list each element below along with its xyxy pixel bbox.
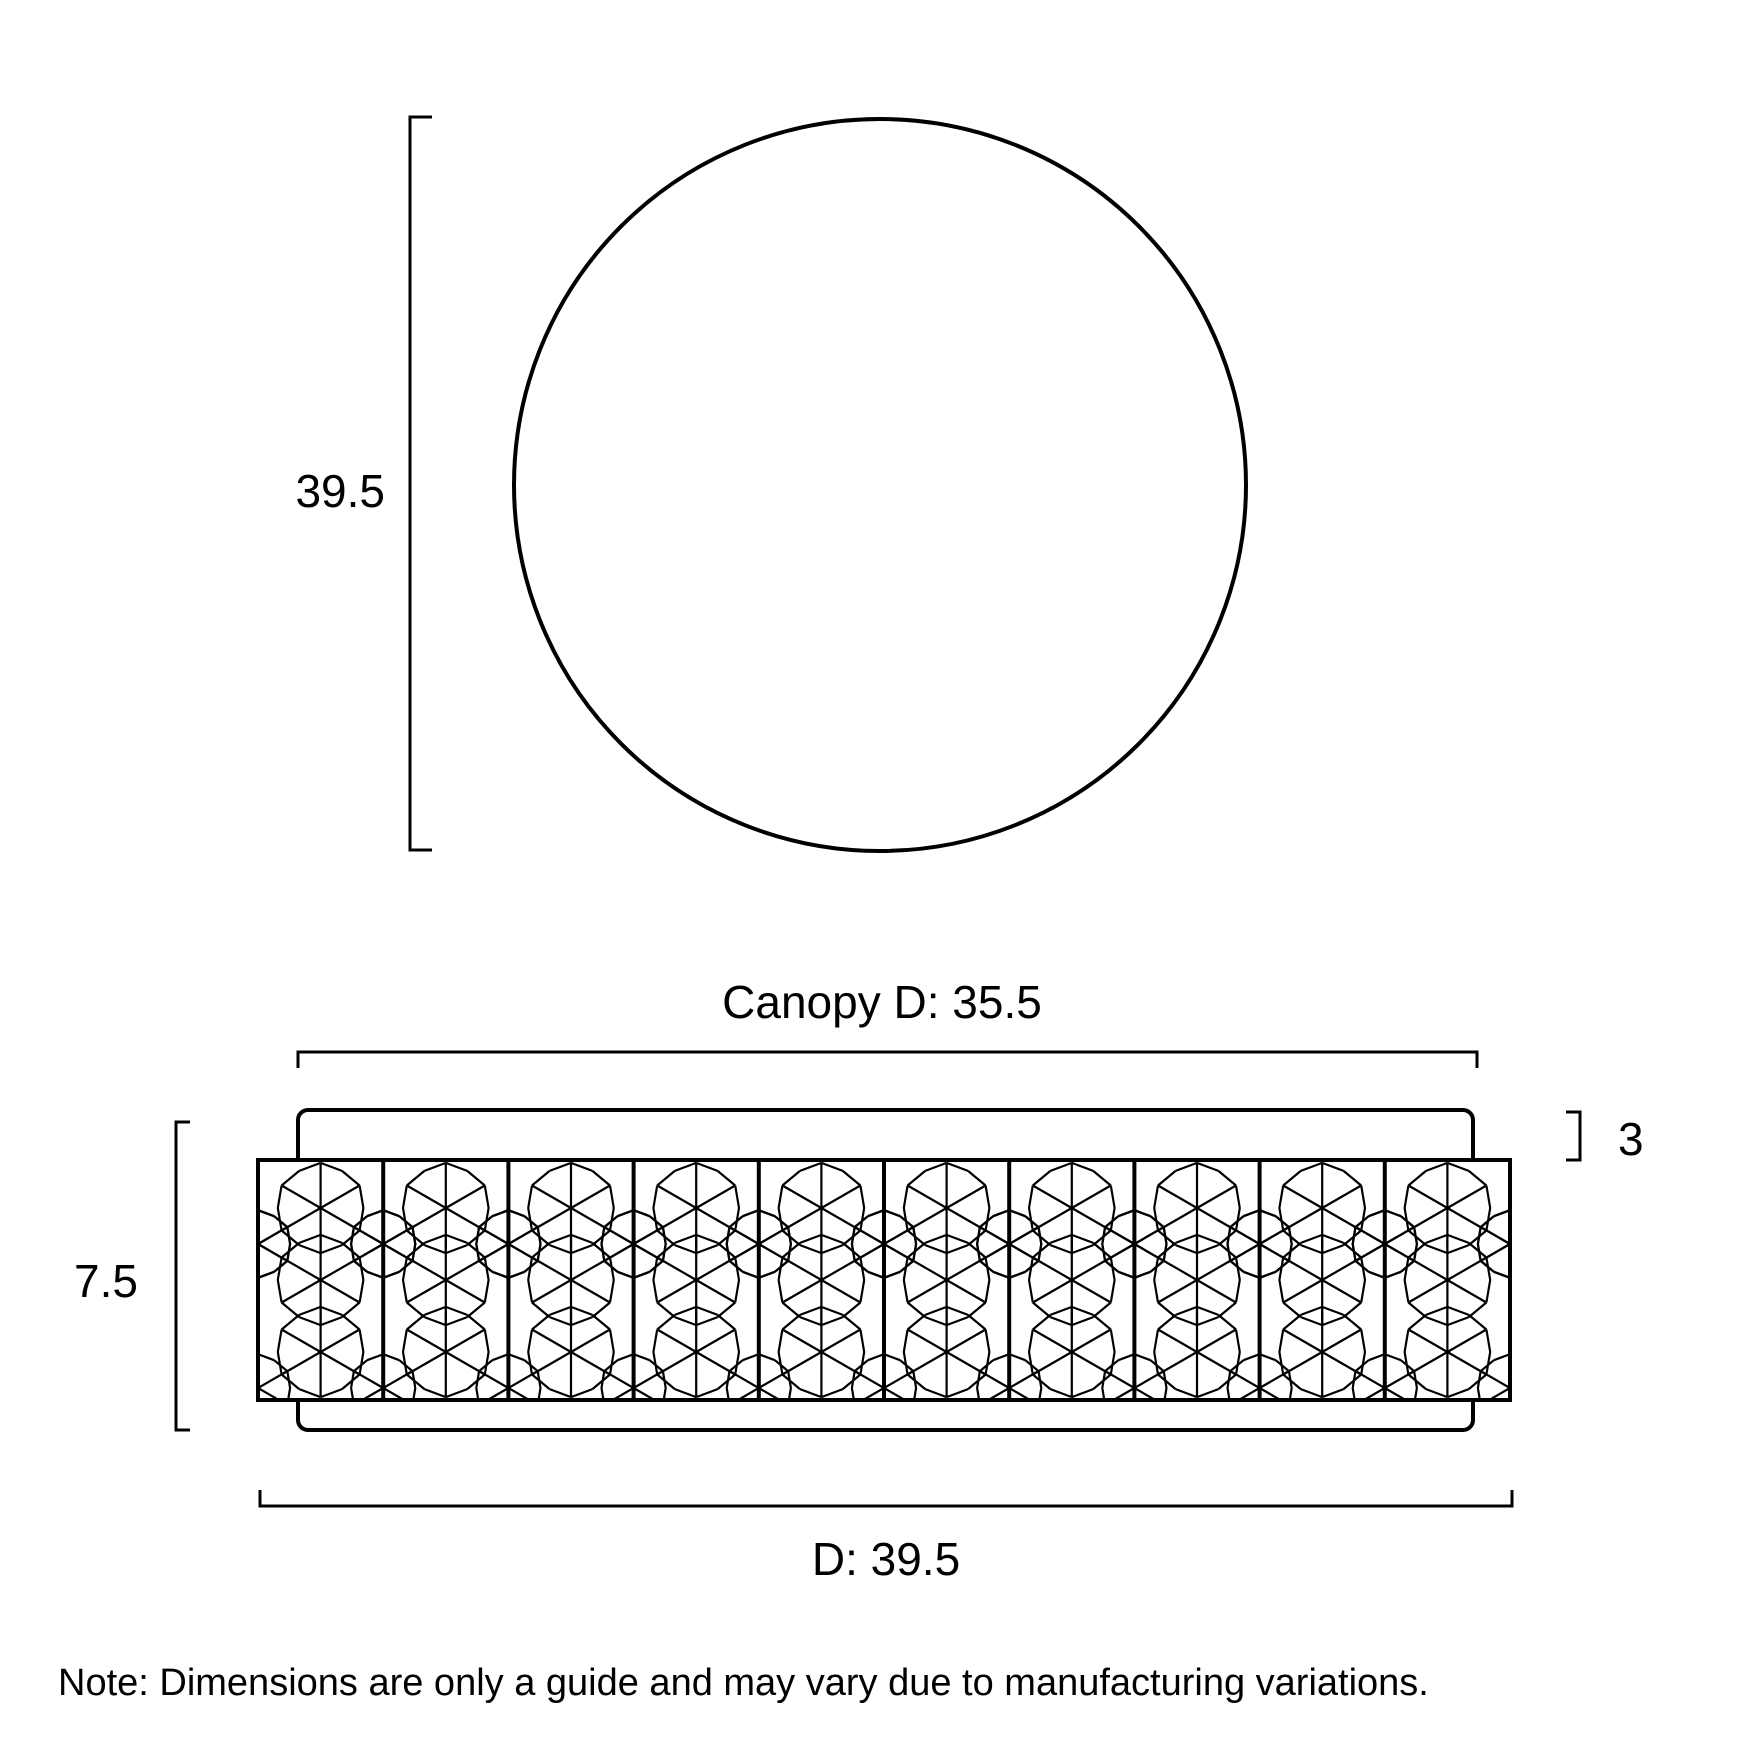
total-height-bracket <box>176 1122 190 1430</box>
top-view-height-label: 39.5 <box>295 465 385 517</box>
total-height-label: 7.5 <box>74 1255 138 1307</box>
canopy-diameter-label: Canopy D: 35.5 <box>722 976 1042 1028</box>
side-view <box>74 976 1644 1585</box>
canopy-diameter-bracket <box>298 1052 1477 1068</box>
top-view <box>295 117 1246 851</box>
overall-diameter-bracket <box>260 1490 1512 1506</box>
top-view-height-bracket <box>410 117 432 850</box>
canopy-height-bracket <box>1566 1112 1580 1160</box>
canopy-height-label: 3 <box>1618 1113 1644 1165</box>
overall-diameter-label: D: 39.5 <box>811 1533 961 1585</box>
disclaimer-note: Note: Dimensions are only a guide and may vary due to manufacturing variations. <box>58 1662 1429 1704</box>
top-view-outline <box>514 119 1246 851</box>
